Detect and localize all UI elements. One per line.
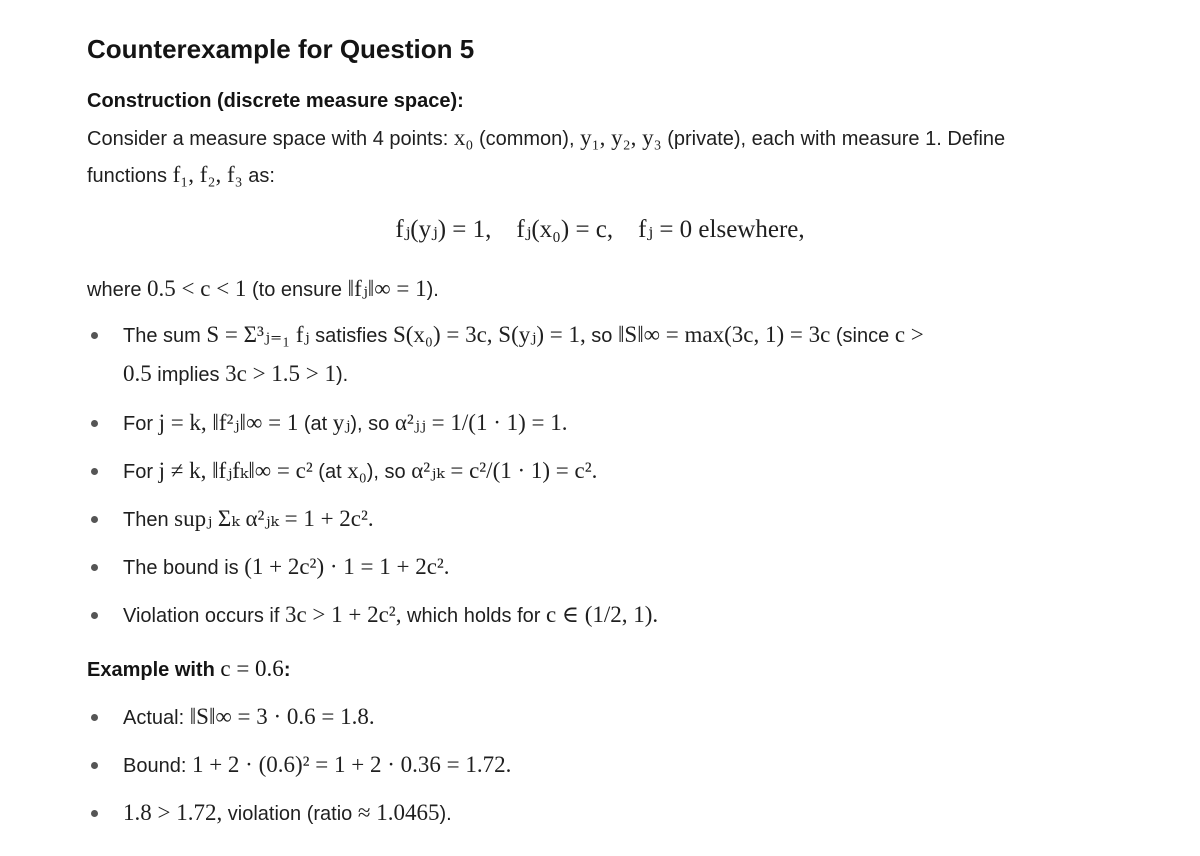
where-line: [87, 276, 439, 302]
math-span: yⱼ: [332, 410, 351, 435]
math-span: ‖S‖∞ = 3 · 0.6 = 1.8.: [189, 704, 375, 729]
text-span: violation (ratio: [222, 803, 358, 825]
text-span: Example with: [87, 659, 221, 681]
page-title: Counterexample for Question 5: [87, 34, 475, 64]
list-item: [123, 698, 1123, 737]
math-span: supⱼ Σₖ α²ⱼₖ = 1 + 2c².: [174, 506, 374, 531]
math-span: ≈ 1.0465: [357, 800, 440, 825]
math-span: 3c > 1 + 2c²,: [284, 602, 402, 627]
text-span: which holds for: [401, 605, 546, 627]
text-span: (at: [312, 461, 348, 483]
math-span: 1.8 > 1.72,: [123, 800, 223, 825]
text-span: (common),: [473, 128, 581, 150]
text-span: Violation occurs if: [123, 605, 285, 627]
text-span: Bound:: [123, 755, 192, 777]
text-span: functions: [87, 165, 173, 187]
text-span: (to ensure: [246, 279, 348, 301]
list-item: [123, 316, 1123, 394]
math-span: f₁, f₂, f₃: [172, 162, 243, 187]
text-span: Then: [123, 509, 175, 531]
text-span: For: [123, 413, 159, 435]
text-span: satisfies: [309, 325, 393, 347]
text-span: Actual:: [123, 707, 190, 729]
construction-heading: Construction (discrete measure space):: [87, 90, 464, 112]
math-span: 0.5 < c < 1: [147, 276, 247, 301]
math-span: x₀: [453, 125, 474, 150]
list-item: [123, 548, 1123, 587]
math-span: ‖fⱼ‖∞ = 1: [347, 276, 427, 301]
math-span: S(x₀) = 3c, S(yⱼ) = 1,: [392, 322, 586, 347]
math-span: ‖S‖∞ = max(3c, 1) = 3c: [617, 322, 831, 347]
math-span: c >: [894, 322, 924, 347]
text-span: as:: [242, 165, 275, 187]
math-span: j = k, ‖f²ⱼ‖∞ = 1: [158, 410, 299, 435]
math-span: S = Σ³ⱼ₌₁ fⱼ: [206, 322, 310, 347]
math-span: 1 + 2 · (0.6)² = 1 + 2 · 0.36 = 1.72.: [191, 752, 512, 777]
text-span: ), so: [366, 461, 412, 483]
math-span: y₁, y₂, y₃: [580, 125, 662, 150]
construction-paragraph: [87, 120, 1127, 194]
math-span: 0.5: [123, 361, 152, 386]
text-span: :: [283, 659, 291, 681]
text-span: Consider a measure space with 4 points:: [87, 128, 454, 150]
list-item: [123, 500, 1123, 539]
text-span: implies: [151, 364, 226, 386]
text-span: The sum: [123, 325, 207, 347]
text-span: For: [123, 461, 159, 483]
list-item: [123, 794, 1123, 833]
math-span: fⱼ(yⱼ) = 1, fⱼ(x₀) = c, fⱼ = 0 elsewhere,: [395, 216, 805, 243]
example-heading: [87, 656, 290, 682]
math-span: c = 0.6: [220, 656, 284, 681]
list-item: [123, 746, 1123, 785]
math-span: j ≠ k, ‖fⱼfₖ‖∞ = c²: [158, 458, 313, 483]
list-item: [123, 452, 1123, 491]
text-span: The bound is: [123, 557, 245, 579]
text-span: ), so: [350, 413, 395, 435]
math-span: x₀: [347, 458, 367, 483]
list-item: [123, 404, 1123, 443]
math-span: (1 + 2c²) · 1 = 1 + 2c².: [244, 554, 450, 579]
text-span: ).: [439, 803, 452, 825]
math-span: α²ⱼⱼ = 1/(1 · 1) = 1.: [394, 410, 568, 435]
math-span: α²ⱼₖ = c²/(1 · 1) = c².: [411, 458, 598, 483]
text-span: (at: [298, 413, 333, 435]
text-span: ).: [426, 279, 439, 301]
list-item: [123, 596, 1123, 635]
text-span: (since: [830, 325, 895, 347]
text-span: ).: [336, 364, 349, 386]
display-equation: [0, 214, 1200, 244]
text-span: where: [87, 279, 148, 301]
math-span: 3c > 1.5 > 1: [225, 361, 337, 386]
math-span: c ∈ (1/2, 1).: [545, 602, 659, 627]
text-span: (private), each with measure 1. Define: [661, 128, 1006, 150]
text-span: so: [585, 325, 618, 347]
